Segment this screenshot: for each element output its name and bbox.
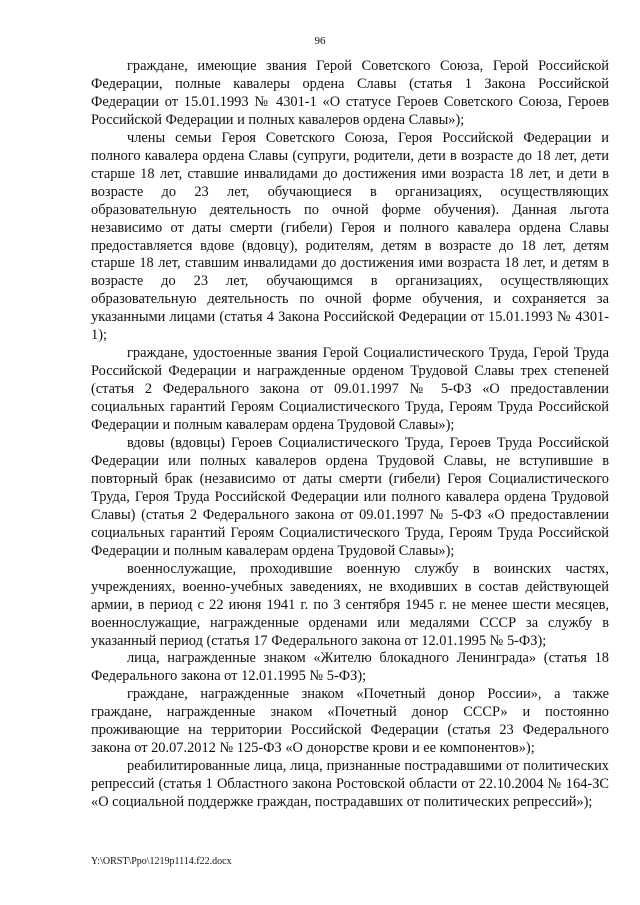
page-number: 96 <box>314 35 326 47</box>
paragraph-labor-widows: вдовы (вдовцы) Героев Социалистического Труда, Героев Труда Российской Федерации или полных кавалеров ордена Трудовой Славы, не вступившие в повторный брак (независимо от даты смерти (гибели) Героя Социалистического Труда, Героя Труда Российской Федерации или полного кавалера ордена Трудовой Славы) (статья 2 Федерального закона от 09.01.1997 № 5-ФЗ «О предоставлении социальных гарантий Героям Социалистического Труда, Героям Труда Российской Федерации и полным кавалерам ордена Трудовой Славы»); <box>91 435 609 559</box>
paragraph-leningrad-siege: лица, награжденные знаком «Жителю блокадного Ленинграда» (статья 18 Федерального закона от 12.01.1995 № 5-ФЗ); <box>91 650 609 685</box>
footer-file-path: Y:\ORST\Ppo\1219p1114.f22.docx <box>91 856 232 867</box>
paragraph-rehabilitated: реабилитированные лица, лица, признанные пострадавшими от политических репрессий (статья 1 Областного закона Ростовской области от 22.10.2004 № 164-ЗС «О социальной поддержке граждан, пострадавших от политических репрессий»); <box>91 758 609 811</box>
paragraph-servicemen: военнослужащие, проходившие военную службу в воинских частях, учреждениях, военно-учебных заведениях, не входивших в состав действующей армии, в период с 22 июня 1941 г. по 3 сентября 1945 г. не менее шести месяцев, военнослужащие, награжденные орденами или медалями СССР за службу в указанный период (статья 17 Федерального закона от 12.01.1995 № 5-ФЗ); <box>91 560 609 649</box>
document-body <box>91 58 609 812</box>
paragraph-heroes: граждане, имеющие звания Герой Советского Союза, Герой Российской Федерации, полные кавалеры ордена Славы (статья 1 Закона Российской Федерации от 15.01.1993 № 4301-1 «О статусе Героев Советского Союза, Героев Российской Федерации и полных кавалеров ордена Славы»); <box>91 58 609 128</box>
paragraph-donors: граждане, награжденные знаком «Почетный донор России», а также граждане, награжденные знаком «Почетный донор СССР» и постоянно проживающие на территории Российской Федерации (статья 23 Федерального закона от 20.07.2012 № 125-ФЗ «О донорстве крови и ее компонентов»); <box>91 686 609 757</box>
paragraph-labor-heroes: граждане, удостоенные звания Герой Социалистического Труда, Герой Труда Российской Федерации и награжденные орденом Трудовой Славы трех степеней (статья 2 Федерального закона от 09.01.1997 № 5-ФЗ «О предоставлении социальных гарантий Героям Социалистического Труда, Героям Труда Российской Федерации и полным кавалерам ордена Трудовой Славы»); <box>91 345 609 434</box>
paragraph-hero-family: члены семьи Героя Советского Союза, Героя Российской Федерации и полного кавалера ордена Славы (супруги, родители, дети в возрасте до 18 лет, дети старше 18 лет, ставшие инвалидами до достижения ими возраста 18 лет, и дети в возрасте до 23 лет, обучающиеся в организациях, осуществляющих образовательную деятельность по очной форме обучения). Данная льгота независимо от даты смерти (гибели) Героя и полного кавалера ордена Славы предоставляется вдове (вдовцу), родителям, детям в возрасте до 18 лет, детям старше 18 лет, ставшим инвалидами до достижения ими возраста 18 лет, и детям в возрасте до 23 лет, обучающимся в организациях, осуществляющих образовательную деятельность по очной форме обучения, и сохраняется за указанными лицами (статья 4 Закона Российской Федерации от 15.01.1993 № 4301-1); <box>91 129 609 344</box>
